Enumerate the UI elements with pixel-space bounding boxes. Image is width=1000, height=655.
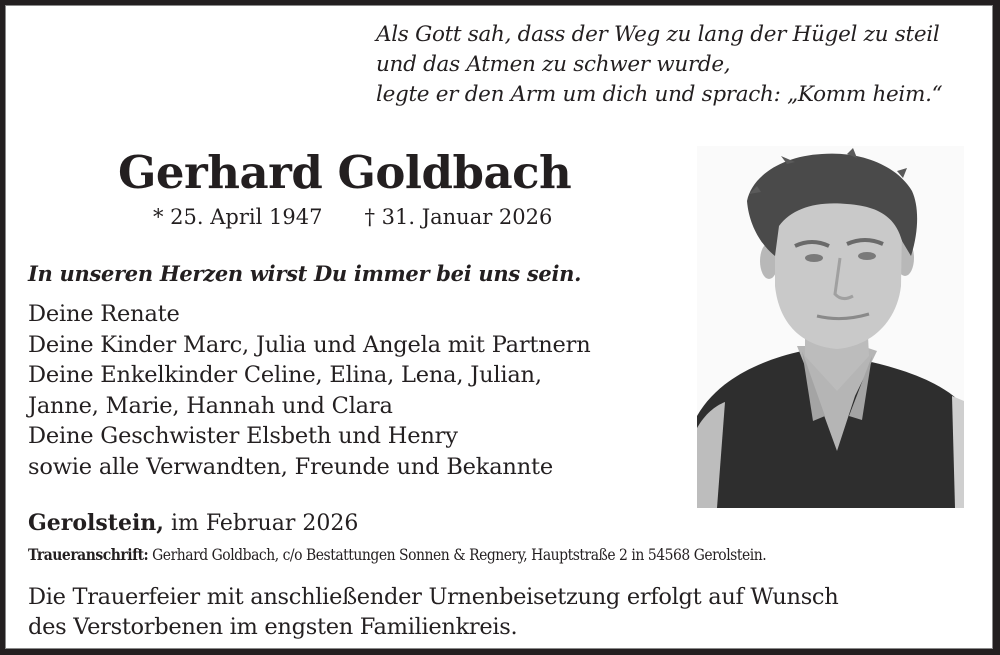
ceremony-line: des Verstorbenen im engsten Familienkreis. [28,614,518,640]
portrait-photo [697,146,964,508]
mourning-address [28,545,766,564]
death-date: † 31. Januar 2026 [364,205,553,229]
motto-line: Als Gott sah, dass der Weg zu lang der Hügel zu steil [376,22,940,47]
ceremony-note [28,582,838,642]
address-label: Traueranschrift: [28,545,149,564]
family-line: Janne, Marie, Hannah und Clara [28,392,393,419]
portrait-image [697,146,964,508]
family-line: sowie alle Verwandten, Freunde und Bekannte [28,453,553,480]
family-list [28,299,591,483]
family-line: Deine Enkelkinder Celine, Elina, Lena, Julian, [28,362,542,389]
motto-line: und das Atmen zu schwer wurde, [376,52,731,77]
place-city: Gerolstein, [28,510,164,536]
address-text: Gerhard Goldbach, c/o Bestattungen Sonnen & Regnery, Hauptstraße 2 in 54568 Gerolstein. [148,545,767,564]
family-line: Deine Renate [28,301,180,327]
life-dates [153,205,552,229]
family-line: Deine Kinder Marc, Julia und Angela mit Partnern [28,331,591,358]
place-month: im Februar 2026 [163,511,359,536]
family-line: Deine Geschwister Elsbeth und Henry [28,423,458,450]
ceremony-line: Die Trauerfeier mit anschließender Urnenbeisetzung erfolgt auf Wunsch [28,584,839,610]
place-date [28,510,358,536]
heart-line: In unseren Herzen wirst Du immer bei uns sein. [28,261,582,286]
motto-line: legte er den Arm um dich und sprach: „Komm heim.“ [376,82,943,107]
birth-date: * 25. April 1947 [153,205,323,229]
deceased-name: Gerhard Goldbach [118,146,572,199]
motto-verse [376,20,942,110]
